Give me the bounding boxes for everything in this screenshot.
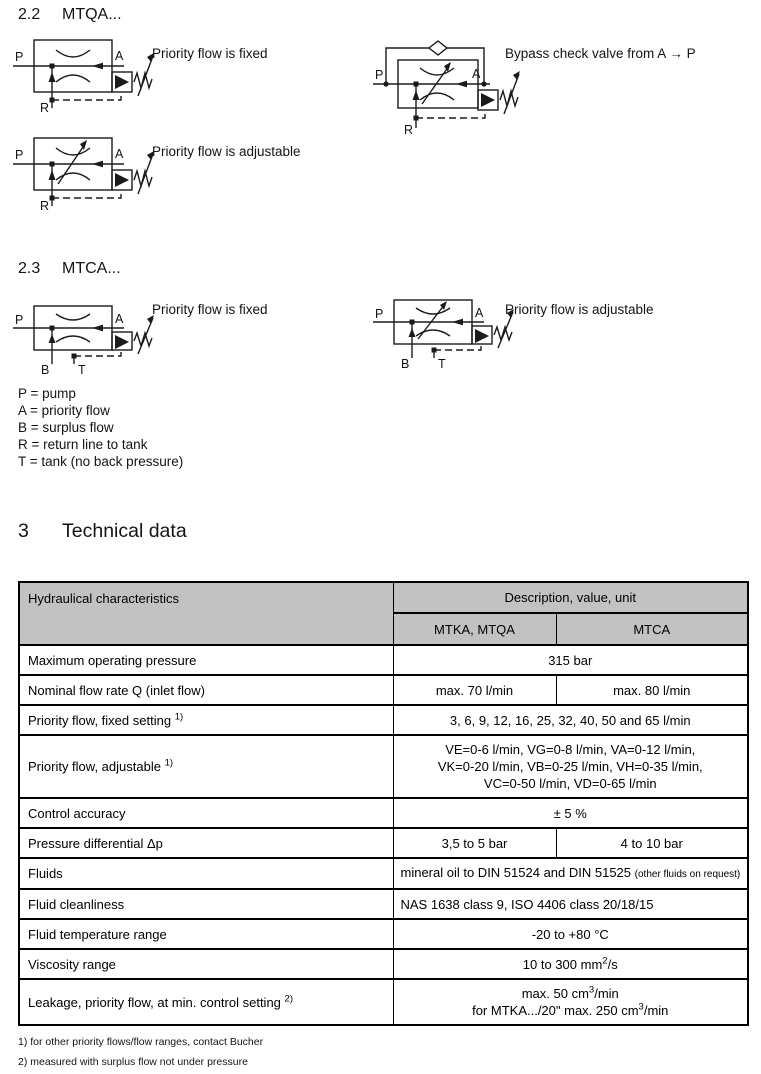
diagram-label: Bypass check valve from A → P <box>505 46 696 61</box>
flow-arrow <box>92 325 103 332</box>
section-title: MTCA... <box>62 260 121 277</box>
flow-arrow <box>452 319 463 326</box>
row-label: Nominal flow rate Q (inlet flow) <box>19 675 393 705</box>
flow-arrow <box>456 81 467 88</box>
pilot-line <box>434 344 481 350</box>
diagram-label: Priority flow is fixed <box>152 46 268 61</box>
legend-line: P = pump <box>18 386 76 401</box>
technical-data-table <box>18 581 749 1026</box>
port-label-t: T <box>438 357 446 370</box>
row-value: 4 to 10 bar <box>556 828 748 858</box>
pilot-line <box>74 350 121 356</box>
diagram-mtca-adjustable <box>372 292 522 370</box>
row-label: Priority flow, adjustable $^{1)}$ <box>19 735 393 798</box>
row-value: 315 bar <box>393 645 748 675</box>
port-label-a: A <box>475 306 484 320</box>
table-row <box>19 828 748 858</box>
row-value: -20 to +80 °C <box>393 919 748 949</box>
up-arrow <box>49 170 56 180</box>
port-label-a: A <box>115 147 124 161</box>
table-row <box>19 858 748 889</box>
table-row <box>19 889 748 919</box>
row-value-note: (other fluids on request) <box>634 869 741 880</box>
pilot-line <box>416 110 485 118</box>
row-label: Priority flow, fixed setting $^{1)}$ <box>19 705 393 735</box>
flow-arrow <box>92 63 103 70</box>
port-label-p: P <box>375 68 384 82</box>
section-2-2-heading <box>18 6 122 24</box>
section-number: 2.2 <box>18 6 41 23</box>
flow-arrow <box>92 161 103 168</box>
row-label: Fluids <box>19 858 393 889</box>
port-label-b: B <box>401 357 410 370</box>
check-valve-icon <box>429 41 447 55</box>
port-label-a: A <box>115 49 124 63</box>
section-number: 3 <box>18 520 29 542</box>
row-value: max. 70 l/min <box>393 675 556 705</box>
port-label-b: B <box>41 363 50 376</box>
port-legend <box>18 385 183 470</box>
row-label: Maximum operating pressure <box>19 645 393 675</box>
header-mtca: MTCA <box>556 613 748 645</box>
header-mtka-mtqa: MTKA, MTQA <box>393 613 556 645</box>
pilot-line <box>52 190 121 198</box>
up-arrow <box>49 334 56 343</box>
legend-line: R = return line to tank <box>18 437 148 452</box>
table-row <box>19 645 748 675</box>
diagram-label: Priority flow is adjustable <box>505 302 654 317</box>
row-value: 3, 6, 9, 12, 16, 25, 32, 40, 50 and 65 l/min <box>393 705 748 735</box>
row-value: mineral oil to DIN 51524 and DIN 51525 (other fluids on request) <box>393 858 748 889</box>
port-label-r: R <box>40 101 50 114</box>
row-value: ± 5 % <box>393 798 748 828</box>
up-arrow <box>413 90 420 100</box>
table-row <box>19 735 748 798</box>
section-title: MTQA... <box>62 6 122 23</box>
table-row <box>19 798 748 828</box>
diagram-mtqa-fixed <box>12 28 162 114</box>
port-label-p: P <box>375 307 384 321</box>
table-row <box>19 919 748 949</box>
section-number: 2.3 <box>18 260 41 277</box>
row-label: Pressure differential Δp <box>19 828 393 858</box>
diagram-mtqa-bypass <box>372 24 532 138</box>
row-value: max. 50 $cm^3/\min$ for MTKA.../20" max. 250 $cm^3/\min$ <box>393 979 748 1025</box>
port-label-p: P <box>15 50 24 64</box>
adjustable-restrictor-symbol <box>56 140 90 184</box>
row-label: Fluid cleanliness <box>19 889 393 919</box>
pilot-line <box>52 92 121 100</box>
footnote-2: 2) measured with surplus flow not under pressure <box>18 1056 248 1068</box>
port-label-r: R <box>404 123 414 137</box>
legend-line: A = priority flow <box>18 403 110 418</box>
diagram-mtqa-adjustable <box>12 126 162 212</box>
table-row <box>19 705 748 735</box>
section-3-heading <box>18 520 187 543</box>
port-label-t: T <box>78 363 86 376</box>
header-description: Description, value, unit <box>393 582 748 613</box>
adjustable-restrictor-symbol <box>416 301 450 339</box>
row-value: VE=0-6 l/min, VG=0-8 l/min, VA=0-12 l/min, VK=0-20 l/min, VB=0-25 l/min, VH=0-35 l/min, VC=0-50 l/min, VD=0-65 l/min <box>393 735 748 798</box>
port-label-p: P <box>15 148 24 162</box>
port-label-r: R <box>40 199 50 212</box>
table-header-row <box>19 582 748 613</box>
diagram-mtca-fixed <box>12 298 162 376</box>
port-label-p: P <box>15 313 24 327</box>
port-label-a: A <box>115 312 124 326</box>
section-2-3-heading <box>18 260 121 278</box>
up-arrow <box>49 72 56 82</box>
row-label: Viscosity range <box>19 949 393 979</box>
row-label: Fluid temperature range <box>19 919 393 949</box>
row-value: max. 80 l/min <box>556 675 748 705</box>
section-title: Technical data <box>62 520 187 542</box>
table-row <box>19 949 748 979</box>
up-arrow <box>409 328 416 337</box>
row-value: NAS 1638 class 9, ISO 4406 class 20/18/15 <box>393 889 748 919</box>
diagram-label: Priority flow is adjustable <box>152 144 301 159</box>
legend-line: B = surplus flow <box>18 420 114 435</box>
row-value: 3,5 to 5 bar <box>393 828 556 858</box>
table-row <box>19 675 748 705</box>
diagram-label: Priority flow is fixed <box>152 302 268 317</box>
row-label: Control accuracy <box>19 798 393 828</box>
table-row <box>19 979 748 1025</box>
table-body <box>19 645 748 1025</box>
footnote-1: 1) for other priority flows/flow ranges, contact Bucher <box>18 1036 264 1048</box>
adjustable-restrictor-symbol <box>420 62 454 104</box>
row-label: Leakage, priority flow, at min. control setting $^{2)}$ <box>19 979 393 1025</box>
row-value: 10 to 300 $mm^2/s$ <box>393 949 748 979</box>
legend-line: T = tank (no back pressure) <box>18 454 184 469</box>
header-characteristics: Hydraulical characteristics <box>19 582 393 645</box>
port-label-a: A <box>472 67 481 81</box>
